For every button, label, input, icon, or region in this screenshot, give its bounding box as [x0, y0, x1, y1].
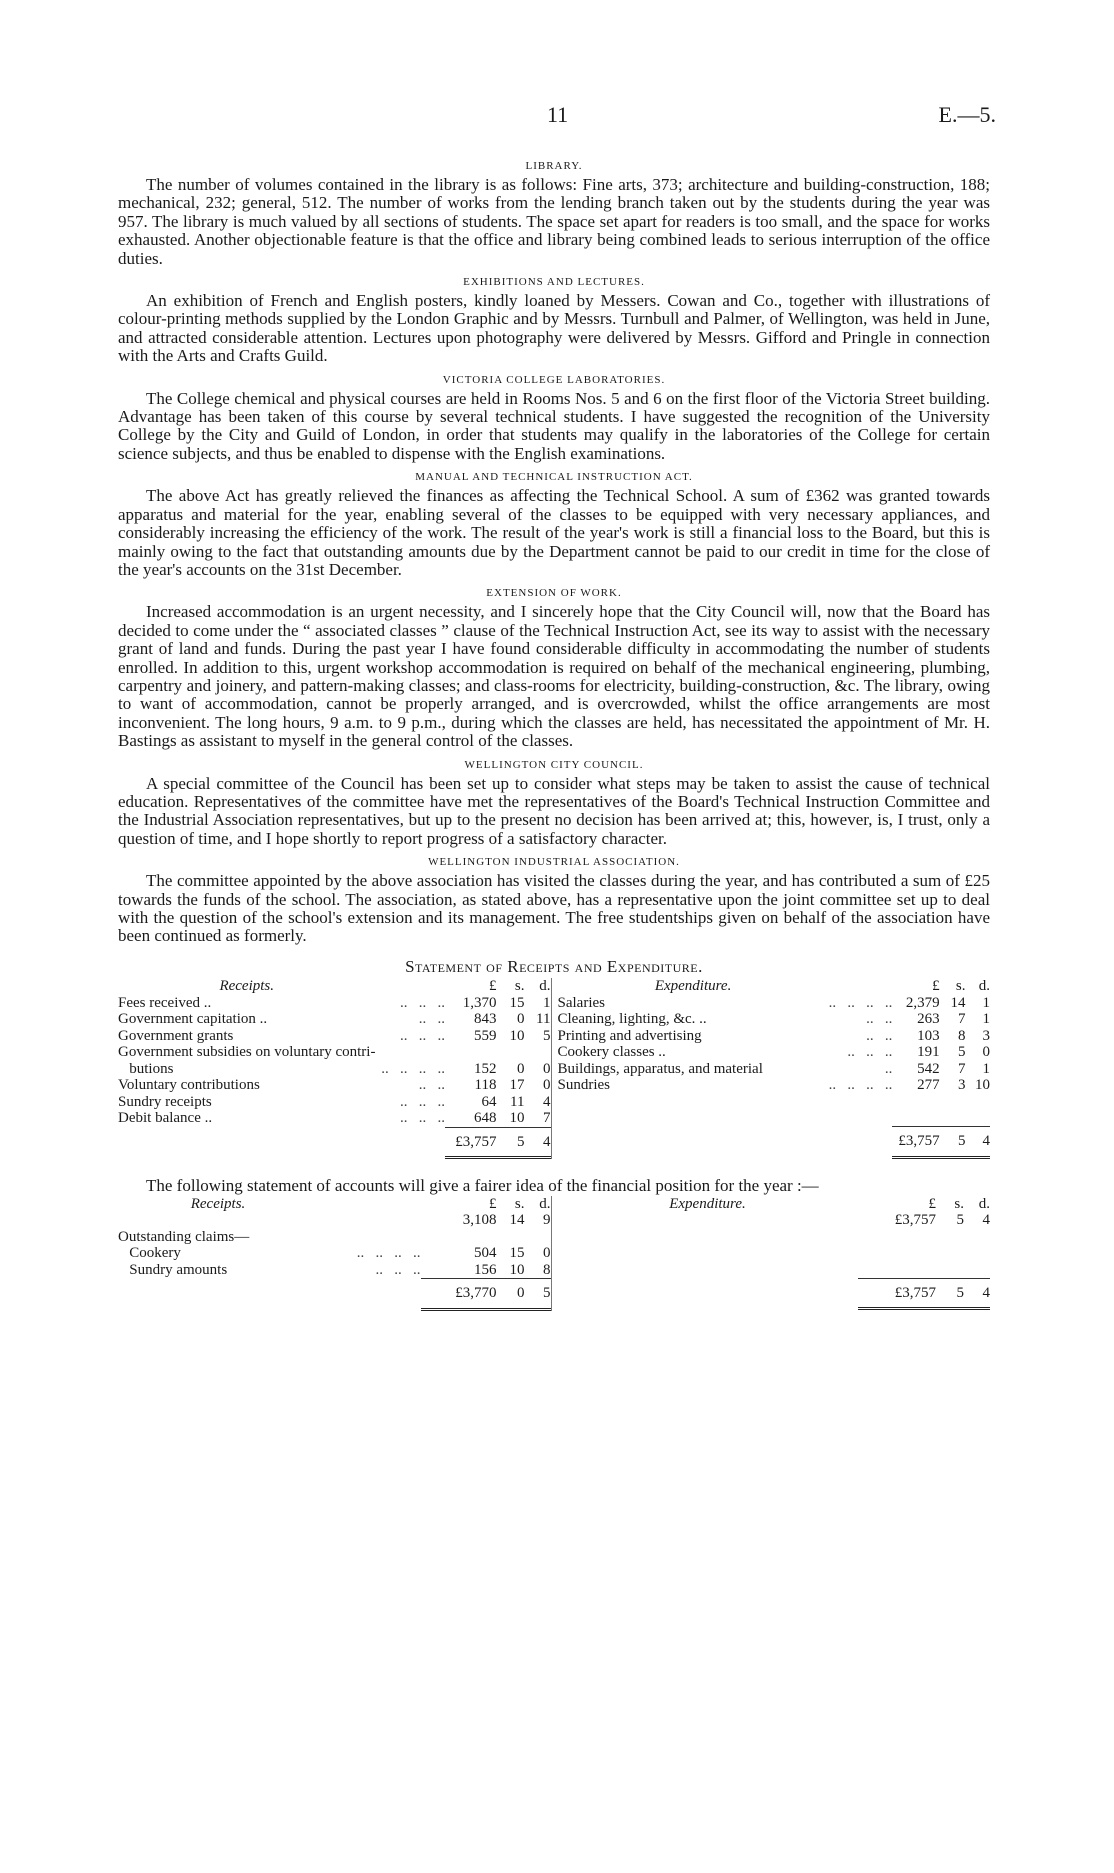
leader-dots — [318, 1229, 421, 1246]
document-reference: E.—5. — [938, 102, 996, 127]
total-pence: 4 — [525, 1127, 551, 1150]
row-label — [558, 1212, 858, 1229]
amount-shillings: 3 — [958, 1077, 966, 1094]
amount-pence — [525, 1044, 551, 1061]
section-heading: VICTORIA COLLEGE LABORATORIES. — [442, 373, 666, 386]
table-row — [558, 1061, 991, 1078]
row-label: Outstanding claims— — [118, 1228, 250, 1245]
table-row — [558, 1011, 991, 1028]
leader-dots: .. .. — [418, 1011, 445, 1028]
amount-pounds: 277 — [917, 1077, 940, 1094]
statement-table — [118, 978, 990, 1159]
section-heading: EXTENSION OF WORK. — [486, 587, 622, 600]
table-row — [558, 1077, 991, 1094]
total-pounds: £3,757 — [892, 1127, 939, 1150]
amount-shillings: 8 — [958, 1027, 966, 1044]
col-pence: d. — [978, 1195, 990, 1212]
amount-shillings: 7 — [958, 1060, 966, 1077]
total-row — [118, 1279, 551, 1302]
amount-pounds: 3,108 — [462, 1212, 497, 1229]
table-row — [118, 1110, 551, 1127]
fairer-intro: The following statement of accounts will give a fairer idea of the financial position for the year :— — [146, 1176, 819, 1196]
table-row — [558, 1044, 991, 1061]
amount-pence: 1 — [543, 994, 551, 1011]
table-row — [118, 1011, 551, 1028]
amount-pounds: 152 — [474, 1060, 497, 1077]
amount-pounds — [421, 1229, 497, 1246]
amount-shillings: 14 — [509, 1212, 525, 1229]
leader-dots: .. .. .. .. — [828, 994, 893, 1011]
leader-dots: .. .. — [866, 1011, 893, 1028]
total-pence: 5 — [525, 1279, 551, 1302]
amount-pence: 11 — [536, 1011, 551, 1028]
row-label: Debit balance .. — [118, 1110, 213, 1127]
col-pounds: £ — [928, 1195, 936, 1212]
table-row — [118, 1229, 551, 1246]
paragraph: A special committee of the Council has been set up to consider what steps may be taken to assist the cause of technical education. Representatives of the committee have met the representatives of the Board's Technical Instruction Committee and the Industrial Association representatives, but up to the present no decision has been arrived at; this, however, is, I trust, only a question of time, and I hope shortly to report progress of a satisfactory character. — [118, 773, 990, 848]
leader-dots: .. .. — [866, 1027, 893, 1044]
amount-shillings: 5 — [958, 1044, 966, 1061]
amount-shillings: 0 — [517, 1011, 525, 1028]
amount-pounds: 263 — [917, 1011, 940, 1028]
amount-pounds: 103 — [917, 1027, 940, 1044]
table-row — [118, 1061, 551, 1078]
amount-pounds: 559 — [474, 1027, 497, 1044]
amount-shillings: 10 — [509, 1027, 525, 1044]
paragraph: An exhibition of French and English posters, kindly loaned by Messers. Cowan and Co., together with illustrations of colour-printing methods supplied by the London Graphic and by Messrs. Turnbull and Palmer, of Wellington, was held in June, and attracted considerable attention. Lectures upon photography were delivered by Messrs. Gifford and Pringle in connection with the Arts and Crafts Guild. — [118, 291, 990, 366]
total-shillings: 0 — [497, 1279, 525, 1302]
paragraph: Increased accommodation is an urgent necessity, and I sincerely hope that the City Council will, now that the Board has decided to come under the “ associated classes ” clause of the Technical Instruction Act, see its way to assist with the necessary grant of land and funds. During the past year I have found considerable difficulty in accommodating the number of students enrolled. In addition to this, urgent workshop accommodation is required on behalf of the mechanical engineering, plumbing, carpentry and joinery, and pattern-making classes; and class-rooms for electricity, building-construction, &c. The library, owing to want of accommodation, cannot be properly arranged, and is overcrowded, whilst the office arrangements are most inconvenient. The long hours, 9 a.m. to 9 p.m., during which the classes are held, has necessitated the appointment of Mr. H. Bastings as assistant to myself in the general control of the classes. — [118, 602, 990, 751]
leader-dots: .. .. .. — [375, 1261, 421, 1278]
total-row — [558, 1127, 991, 1150]
row-label: Printing and advertising — [557, 1027, 702, 1044]
row-label: Voluntary contributions — [118, 1077, 260, 1094]
total-pence: 4 — [966, 1127, 990, 1150]
leader-dots: .. .. .. .. — [356, 1245, 421, 1262]
total-shillings: 5 — [497, 1127, 525, 1150]
table-row — [118, 1212, 551, 1229]
section-heading: EXHIBITIONS AND LECTURES. — [463, 276, 645, 289]
amount-pence: 10 — [975, 1077, 990, 1094]
amount-shillings: 14 — [950, 994, 966, 1011]
row-label: Sundry amounts — [118, 1261, 228, 1278]
row-label: butions — [118, 1060, 174, 1077]
total-row — [118, 1127, 551, 1150]
total-shillings: 5 — [940, 1127, 966, 1150]
amount-pounds: 191 — [917, 1044, 940, 1061]
amount-pence: 0 — [543, 1060, 551, 1077]
amount-pence: 1 — [982, 994, 990, 1011]
total-pounds: £3,757 — [445, 1127, 497, 1150]
fairer-statement-table — [118, 1196, 990, 1311]
amount-pence: 0 — [543, 1077, 551, 1094]
leader-dots: .. — [884, 1060, 893, 1077]
paragraph: The committee appointed by the above association has visited the classes during the year, and has contributed a sum of £25 towards the funds of the school. The association, as stated above, has a representative upon the joint committee set up to deal with the question of the school's extension and its management. The free studentships given on behalf of the association have been continued as formerly. — [118, 871, 990, 946]
section-heading: WELLINGTON CITY COUNCIL. — [464, 758, 644, 771]
table-row — [558, 1028, 991, 1045]
amount-pence: 8 — [543, 1261, 551, 1278]
col-pounds: £ — [932, 978, 940, 995]
table-row — [118, 995, 551, 1012]
total-pence: 4 — [964, 1278, 990, 1301]
section-heading: MANUAL AND TECHNICAL INSTRUCTION ACT. — [415, 471, 693, 484]
leader-dots — [318, 1212, 421, 1229]
leader-dots: .. .. .. — [847, 1044, 893, 1061]
row-label: Buildings, apparatus, and material — [557, 1060, 763, 1077]
row-label: Fees received .. — [118, 994, 212, 1011]
amount-pence: 1 — [982, 1011, 990, 1028]
amount-pence — [525, 1229, 551, 1246]
leader-dots: .. .. — [418, 1077, 445, 1094]
amount-shillings: 15 — [509, 1245, 525, 1262]
document-body — [118, 152, 990, 1311]
column-heading: Receipts. — [219, 978, 275, 995]
amount-pounds: 542 — [917, 1060, 940, 1077]
col-shillings: s. — [955, 978, 966, 995]
table-row — [118, 1044, 551, 1061]
section-heading: WELLINGTON INDUSTRIAL ASSOCIATION. — [428, 856, 680, 869]
col-pence: d. — [539, 1195, 551, 1212]
leader-dots: .. .. .. .. — [381, 1060, 445, 1077]
col-pounds: £ — [489, 978, 497, 995]
paragraph: The above Act has greatly relieved the finances as affecting the Technical School. A sum of £362 was granted towards apparatus and material for the year, enabling several of the classes to be equipped with very necessary appliances, and considerably increasing the efficiency of the work. The result of the year's work is still a financial loss to the Board, but this is mainly owing to the fact that outstanding amounts due by the Department cannot be paid to our credit in time for the close of the year's accounts on the 31st December. — [118, 486, 990, 579]
row-label: Salaries — [557, 994, 605, 1011]
total-pounds: £3,757 — [858, 1278, 937, 1301]
amount-shillings: 15 — [509, 994, 525, 1011]
amount-pounds: 504 — [474, 1245, 497, 1262]
col-shillings: s. — [514, 1195, 525, 1212]
table-row — [558, 995, 991, 1012]
amount-shillings — [497, 1229, 525, 1246]
amount-pence: 1 — [982, 1060, 990, 1077]
amount-shillings: 10 — [509, 1110, 525, 1127]
total-pounds: £3,770 — [421, 1279, 497, 1302]
amount-pounds: 1,370 — [462, 994, 497, 1011]
amount-shillings: 10 — [509, 1261, 525, 1278]
amount-pounds: £3,757 — [894, 1212, 936, 1229]
leader-dots: .. .. .. — [399, 1110, 445, 1127]
amount-pounds: 64 — [481, 1093, 497, 1110]
table-row — [118, 1245, 551, 1262]
col-shillings: s. — [514, 978, 525, 995]
col-pounds: £ — [489, 1195, 497, 1212]
leader-dots: .. .. .. — [399, 1093, 445, 1110]
leader-dots — [375, 1044, 445, 1061]
amount-shillings: 17 — [509, 1077, 525, 1094]
leader-dots: .. .. .. — [399, 1027, 445, 1044]
amount-pounds: 118 — [474, 1077, 497, 1094]
amount-shillings: 7 — [958, 1011, 966, 1028]
leader-dots: .. .. .. .. — [828, 1077, 893, 1094]
table-row — [558, 1212, 991, 1229]
amount-shillings: 0 — [517, 1060, 525, 1077]
total-row — [558, 1278, 991, 1301]
amount-pence: 0 — [543, 1245, 551, 1262]
amount-pence: 7 — [543, 1110, 551, 1127]
row-label: Cookery classes .. — [557, 1044, 666, 1061]
amount-pence: 3 — [982, 1027, 990, 1044]
amount-pounds — [445, 1044, 497, 1061]
row-label: Cleaning, lighting, &c. .. — [557, 1011, 707, 1028]
col-pence: d. — [978, 978, 990, 995]
column-heading: Receipts. — [190, 1195, 246, 1212]
section-heading: LIBRARY. — [525, 160, 583, 172]
amount-pounds: 648 — [474, 1110, 497, 1127]
amount-shillings: 11 — [510, 1093, 525, 1110]
table-row — [118, 1077, 551, 1094]
paragraph: The College chemical and physical courses are held in Rooms Nos. 5 and 6 on the first floor of the Victoria Street building. Advantage has been taken of this course by several technical students. I have suggested the recognition of the University College by the City and Guild of London, in order that students may qualify in the laboratories of the College for certain science subjects, and thus be enabled to dispense with the English examinations. — [118, 388, 990, 463]
row-label: Government capitation .. — [118, 1011, 268, 1028]
amount-pounds: 2,379 — [905, 994, 940, 1011]
statement-title: Statement of Receipts and Expenditure. — [405, 956, 703, 976]
table-row — [118, 1262, 551, 1279]
col-shillings: s. — [954, 1195, 964, 1212]
col-pence: d. — [539, 978, 551, 995]
table-row — [118, 1094, 551, 1111]
paragraph: The number of volumes contained in the library is as follows: Fine arts, 373; architecture and building-construction, 188; mechanical, 232; general, 512. The number of works from the lending branch taken out by the students during the year was 957. The library is much valued by all sections of students. The space set apart for readers is too small, and the space for works exhausted. Another objectionable feature is that the office and library being combined leads to serious interruption of the office duties. — [118, 175, 990, 268]
leader-dots: .. .. .. — [399, 994, 445, 1011]
amount-pence: 0 — [982, 1044, 990, 1061]
table-row — [118, 1028, 551, 1045]
column-heading: Expenditure. — [654, 978, 732, 995]
row-label: Sundries — [557, 1077, 610, 1094]
row-label: Cookery — [118, 1245, 181, 1262]
column-heading: Expenditure. — [669, 1195, 746, 1212]
amount-shillings: 5 — [956, 1212, 964, 1229]
row-label: Sundry receipts — [118, 1093, 212, 1110]
amount-pence: 5 — [543, 1027, 551, 1044]
amount-pounds: 843 — [474, 1011, 497, 1028]
total-shillings: 5 — [936, 1278, 964, 1301]
amount-pounds: 156 — [474, 1261, 497, 1278]
amount-pence: 4 — [543, 1093, 551, 1110]
row-label — [118, 1212, 318, 1229]
row-label: Government grants — [118, 1027, 234, 1044]
page-number: 11 — [547, 102, 569, 127]
amount-pence: 9 — [543, 1212, 551, 1229]
amount-shillings — [497, 1044, 525, 1061]
amount-pence: 4 — [982, 1212, 990, 1229]
row-label: Government subsidies on voluntary contri- — [118, 1044, 376, 1061]
